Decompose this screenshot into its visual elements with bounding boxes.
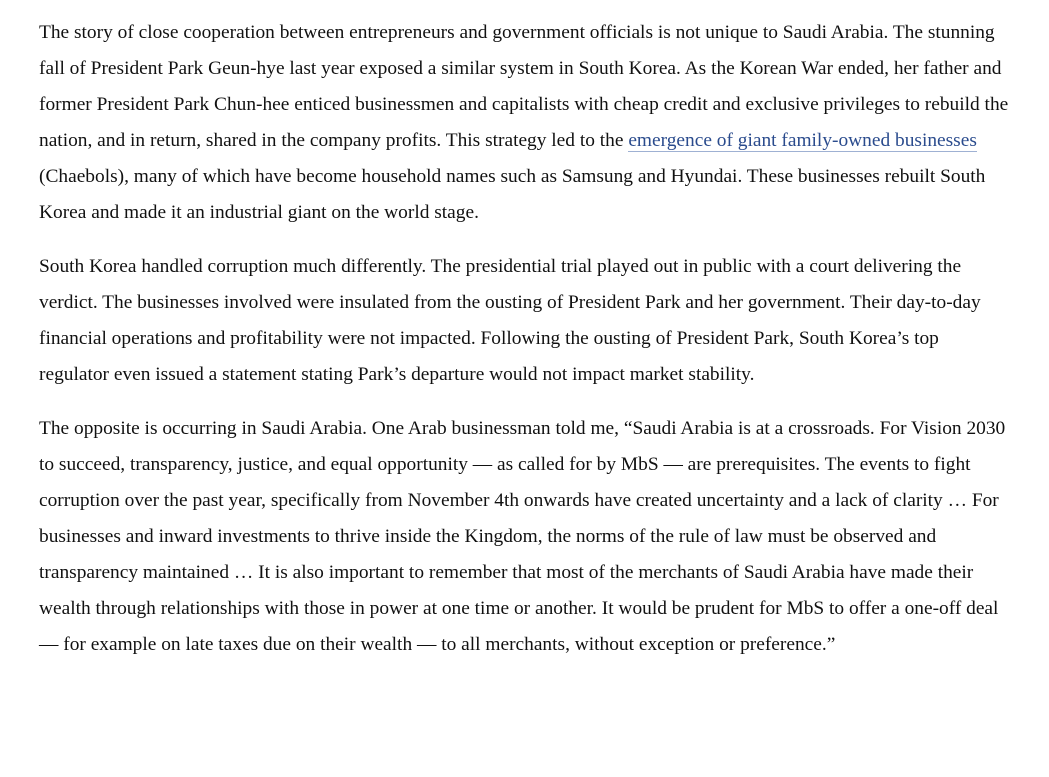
chaebol-link[interactable]: emergence of giant family-owned businesses	[628, 130, 977, 151]
paragraph-saudi-quote: The opposite is occurring in Saudi Arabia. One Arab businessman told me, “Saudi Arabia is at a crossroads. For Vision 2030 to succeed, transparency, justice, and equal opportunity — as called for by MbS — are prerequisites. The events to fight corruption over the past year, specifically from November 4th onwards have created uncertainty and a lack of clarity … For businesses and inward investments to thrive inside the Kingdom, the norms of the rule of law must be observed and transparency maintained … It is also important to remember that most of the merchants of Saudi Arabia have made their wealth through relationships with those in power at one time or another. It would be prudent for MbS to offer a one-off deal — for example on late taxes due on their wealth — to all merchants, without exception or preference.”	[39, 418, 1006, 655]
paragraph-chaebol-history	[39, 15, 1009, 231]
paragraph-korea-corruption: South Korea handled corruption much differently. The presidential trial played out in public with a court delivering the verdict. The businesses involved were insulated from the ousting of President Park and her government. Their day-to-day financial operations and profitability were not impacted. Following the ousting of President Park, South Korea’s top regulator even issued a statement stating Park’s departure would not impact market stability.	[39, 256, 981, 385]
article-body	[39, 15, 1009, 681]
paragraph-text-before-link: The story of close cooperation between entrepreneurs and government officials is not unique to Saudi Arabia. The stunning fall of President Park Geun-hye last year exposed a similar system in South Korea. As the Korean War ended, her father and former President Park Chun-hee enticed businessmen and capitalists with cheap credit and exclusive privileges to rebuild the nation, and in return, shared in the company profits. This strategy led to the	[39, 22, 1009, 151]
paragraph-text-after-link: (Chaebols), many of which have become household names such as Samsung and Hyundai. These businesses rebuilt South Korea and made it an industrial giant on the world stage.	[39, 166, 986, 223]
